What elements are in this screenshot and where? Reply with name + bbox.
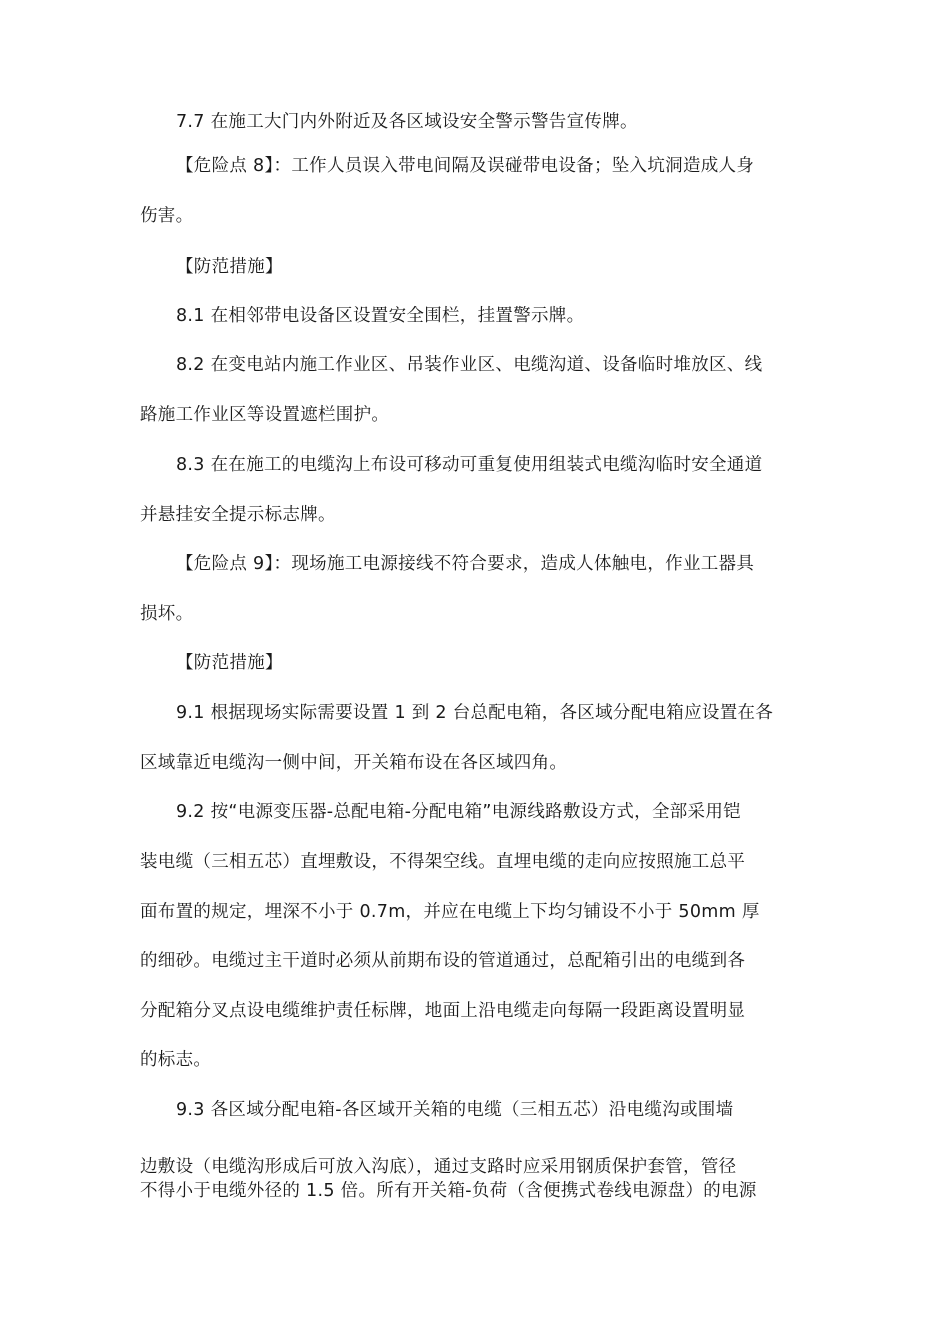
paragraph-9-1: 9.1 根据现场实际需要设置 1 到 2 台总配电箱，各区域分配电箱应设置在各	[176, 703, 774, 723]
hazard-point-8-continued: 伤害。	[140, 206, 194, 226]
paragraph-8-3-continued: 并悬挂安全提示标志牌。	[140, 505, 336, 525]
hazard-point-8-heading: 【危险点 8】：工作人员误入带电间隔及误碰带电设备；坠入坑洞造成人身	[176, 156, 755, 176]
paragraph-9-3-continued: 不得小于电缆外径的 1.5 倍。所有开关箱-负荷（含便携式卷线电源盘）的电源	[140, 1181, 757, 1201]
paragraph-9-1-continued: 区域靠近电缆沟一侧中间，开关箱布设在各区域四角。	[140, 753, 568, 773]
paragraph-8-3: 8.3 在在施工的电缆沟上布设可移动可重复使用组装式电缆沟临时安全通道	[176, 455, 763, 475]
paragraph-9-2-continued: 面布置的规定，埋深不小于 0.7m，并应在电缆上下均匀铺设不小于 50mm 厚	[140, 902, 760, 922]
prevention-measures-heading: 【防范措施】	[176, 653, 283, 673]
paragraph-9-2: 9.2 按“电源变压器-总配电箱-分配电箱”电源线路敷设方式，全部采用铠	[176, 802, 741, 822]
paragraph-8-2: 8.2 在变电站内施工作业区、吊装作业区、电缆沟道、设备临时堆放区、线	[176, 355, 763, 375]
paragraph-9-2-continued: 的标志。	[140, 1050, 212, 1070]
prevention-measures-heading: 【防范措施】	[176, 257, 283, 277]
paragraph-9-2-continued: 的细砂。电缆过主干道时必须从前期布设的管道通过，总配箱引出的电缆到各	[140, 951, 746, 971]
hazard-point-9-continued: 损坏。	[140, 604, 194, 624]
paragraph-8-2-continued: 路施工作业区等设置遮栏围护。	[140, 405, 390, 425]
paragraph-9-2-continued: 装电缆（三相五芯）直埋敷设，不得架空线。直埋电缆的走向应按照施工总平	[140, 852, 746, 872]
paragraph-7-7: 7.7 在施工大门内外附近及各区域设安全警示警告宣传牌。	[176, 112, 638, 132]
paragraph-9-3-continued: 边敷设（电缆沟形成后可放入沟底），通过支路时应采用钢质保护套管，管径	[140, 1157, 737, 1177]
paragraph-8-1: 8.1 在相邻带电设备区设置安全围栏，挂置警示牌。	[176, 306, 585, 326]
paragraph-9-2-continued: 分配箱分叉点设电缆维护责任标牌，地面上沿电缆走向每隔一段距离设置明显	[140, 1001, 746, 1021]
hazard-point-9-heading: 【危险点 9】：现场施工电源接线不符合要求，造成人体触电，作业工器具	[176, 554, 755, 574]
paragraph-9-3: 9.3 各区域分配电箱-各区域开关箱的电缆（三相五芯）沿电缆沟或围墙	[176, 1100, 734, 1120]
